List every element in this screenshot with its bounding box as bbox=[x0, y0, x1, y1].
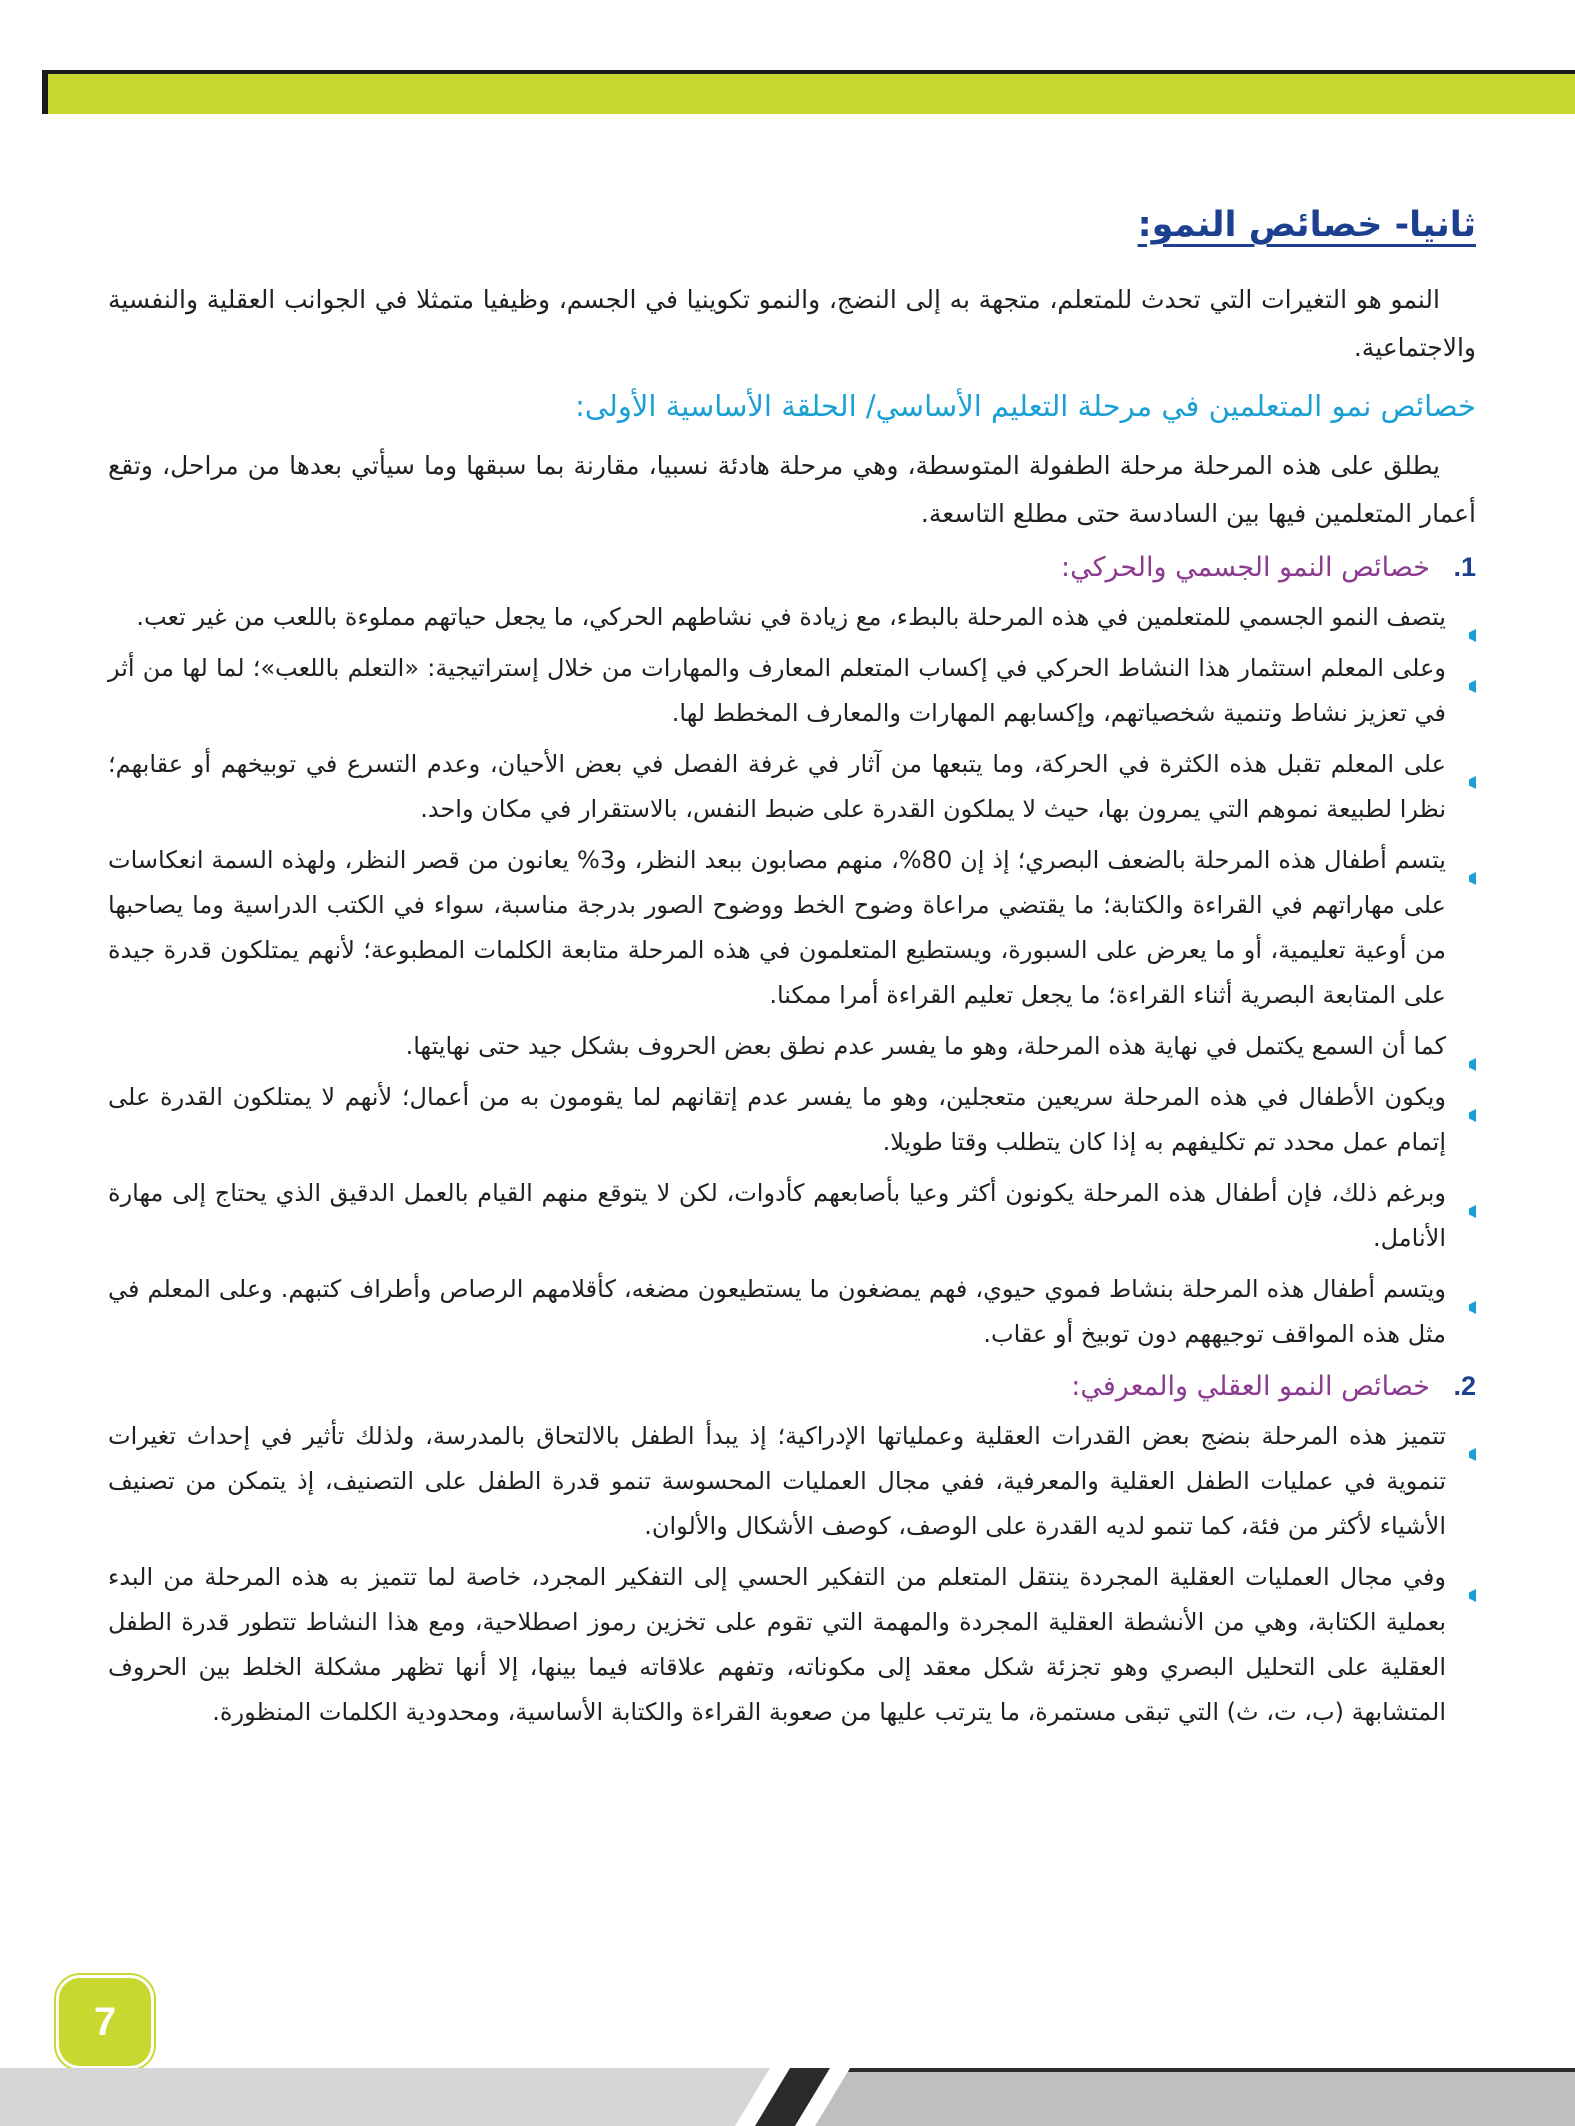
list-item-text: وبرغم ذلك، فإن أطفال هذه المرحلة يكونون أكثر وعيا بأصابعهم كأدوات، لكن لا يتوقع منهم القيام بالعمل الدقيق الذي يحتاج إلى مهارة الأنامل. bbox=[108, 1179, 1446, 1252]
list-item bbox=[108, 1267, 1476, 1357]
list-item-text: ويكون الأطفال في هذه المرحلة سريعين متعجلين، وهو ما يفسر عدم إتقانهم لما يقومون به من أعمال؛ لأنهم لا يمتلكون القدرة على إتمام عمل محدد تم تكليفهم به إذا كان يتطلب وقتا طويلا. bbox=[108, 1083, 1446, 1156]
bullet-arrow-icon bbox=[1460, 1431, 1476, 1444]
section-number: 1. bbox=[1453, 552, 1476, 582]
list-item bbox=[108, 742, 1476, 832]
list-item bbox=[108, 838, 1476, 1018]
bullet-arrow-icon bbox=[1460, 855, 1476, 868]
bullet-arrow-icon bbox=[1460, 1572, 1476, 1585]
list-item bbox=[108, 1555, 1476, 1735]
section-heading bbox=[108, 544, 1476, 591]
list-item-text: ويتسم أطفال هذه المرحلة بنشاط فموي حيوي، فهم يمضغون ما يستطيعون مضغه، كأقلامهم الرصاص وأطراف كتبهم. وعلى المعلم في مثل هذه المواقف توجيههم دون توبيخ أو عقاب. bbox=[108, 1275, 1446, 1348]
section-title: خصائص النمو الجسمي والحركي: bbox=[1060, 552, 1430, 583]
list-item bbox=[108, 1414, 1476, 1549]
page-number-badge: 7 bbox=[56, 1975, 154, 2069]
list-item-text: يتسم أطفال هذه المرحلة بالضعف البصري؛ إذ إن 80%، منهم مصابون ببعد النظر، و3% يعانون من قصر النظر، ولهذه السمة انعكاسات على مهاراتهم في القراءة والكتابة؛ ما يقتضي مراعاة وضوح الخط ووضوح الصور بدرجة مناسبة، سواء في الكتب الدراسية وما يصاحبها من أوعية تعليمية، أو ما يعرض على السبورة، ويستطيع المتعلمون في هذه المرحلة متابعة الكلمات المطبوعة؛ لأنهم يمتلكون قدرة جيدة على المتابعة البصرية أثناء القراءة؛ ما يجعل تعليم القراءة أمرا ممكنا. bbox=[108, 846, 1446, 1009]
bullet-arrow-icon bbox=[1460, 759, 1476, 772]
list-item bbox=[108, 1075, 1476, 1165]
list-item-text: يتصف النمو الجسمي للمتعلمين في هذه المرحلة بالبطء، مع زيادة في نشاطهم الحركي، ما يجعل حياتهم مملوءة باللعب من غير تعب. bbox=[136, 603, 1446, 631]
section-heading bbox=[108, 1363, 1476, 1410]
bullet-list bbox=[108, 1414, 1476, 1735]
bullet-arrow-icon bbox=[1460, 1188, 1476, 1201]
bullet-arrow-icon bbox=[1460, 1092, 1476, 1105]
section-cognitive bbox=[108, 1363, 1476, 1735]
list-item bbox=[108, 1024, 1476, 1069]
list-item bbox=[108, 646, 1476, 736]
top-accent-bar bbox=[42, 70, 1575, 114]
page-title: ثانيا- خصائص النمو: bbox=[1137, 205, 1476, 245]
bullet-arrow-icon bbox=[1460, 1284, 1476, 1297]
bullet-arrow-icon bbox=[1460, 663, 1476, 676]
section-number: 2. bbox=[1453, 1371, 1476, 1401]
bullet-list bbox=[108, 595, 1476, 1357]
bullet-arrow-icon bbox=[1460, 612, 1476, 625]
bullet-arrow-icon bbox=[1460, 1041, 1476, 1054]
list-item bbox=[108, 595, 1476, 640]
intro-paragraph: النمو هو التغيرات التي تحدث للمتعلم، متجهة به إلى النضج، والنمو تكوينيا في الجسم، وظيفيا متمثلا في الجوانب العقلية والنفسية والاجتماعية. bbox=[108, 285, 1476, 362]
section-title: خصائص النمو العقلي والمعرفي: bbox=[1071, 1371, 1430, 1402]
list-item-text: كما أن السمع يكتمل في نهاية هذه المرحلة، وهو ما يفسر عدم نطق بعض الحروف بشكل جيد حتى نهايتها. bbox=[405, 1032, 1446, 1060]
page-content bbox=[108, 200, 1476, 1741]
section-physical bbox=[108, 544, 1476, 1357]
section-subtitle: خصائص نمو المتعلمين في مرحلة التعليم الأساسي/ الحلقة الأساسية الأولى: bbox=[575, 389, 1476, 423]
list-item-text: وفي مجال العمليات العقلية المجردة ينتقل المتعلم من التفكير الحسي إلى التفكير المجرد، خاصة لما تتميز به هذه المرحلة من البدء بعملية الكتابة، وهي من الأنشطة العقلية المجردة والمهمة التي تقوم على تخزين رموز اصطلاحية، ومع هذا النشاط تتطور قدرة الطفل العقلية على التحليل البصري وهو تجزئة شكل معقد إلى مكوناته، وتفهم علاقاته فيما بينها، إلا أنها تظهر مشكلة الخلط بين الحروف المتشابهة (ب، ت، ث) التي تبقى مستمرة، ما يترتب عليها من صعوبة القراءة والكتابة الأساسية، ومحدودية الكلمات المنظورة. bbox=[108, 1563, 1446, 1726]
list-item-text: على المعلم تقبل هذه الكثرة في الحركة، وما يتبعها من آثار في غرفة الفصل في بعض الأحيان، وعدم التسرع في توبيخهم أو عقابهم؛ نظرا لطبيعة نموهم التي يمرون بها، حيث لا يملكون القدرة على ضبط النفس، بالاستقرار في مكان واحد. bbox=[108, 750, 1446, 823]
list-item-text: تتميز هذه المرحلة بنضج بعض القدرات العقلية وعملياتها الإدراكية؛ إذ يبدأ الطفل بالالتحاق بالمدرسة، ولذلك تأثير في إحداث تغيرات تنموية في عمليات الطفل العقلية والمعرفية، ففي مجال العمليات المحسوسة تنمو قدرة الطفل على التصنيف، إذ يتمكن من تصنيف الأشياء لأكثر من فئة، كما تنمو لديه القدرة على الوصف، كوصف الأشكال والألوان. bbox=[108, 1422, 1446, 1540]
list-item-text: وعلى المعلم استثمار هذا النشاط الحركي في إكساب المتعلم المعارف والمهارات من خلال إستراتيجية: «التعلم باللعب»؛ لما لها من أثر في تعزيز نشاط وتنمية شخصياتهم، وإكسابهم المهارات والمعارف المخطط لها. bbox=[108, 654, 1446, 727]
list-item bbox=[108, 1171, 1476, 1261]
footer-decoration bbox=[0, 2068, 1575, 2126]
stage-paragraph: يطلق على هذه المرحلة مرحلة الطفولة المتوسطة، وهي مرحلة هادئة نسبيا، مقارنة بما سبقها وما سيأتي بعدها من مراحل، وتقع أعمار المتعلمين فيها بين السادسة حتى مطلع التاسعة. bbox=[108, 451, 1476, 528]
